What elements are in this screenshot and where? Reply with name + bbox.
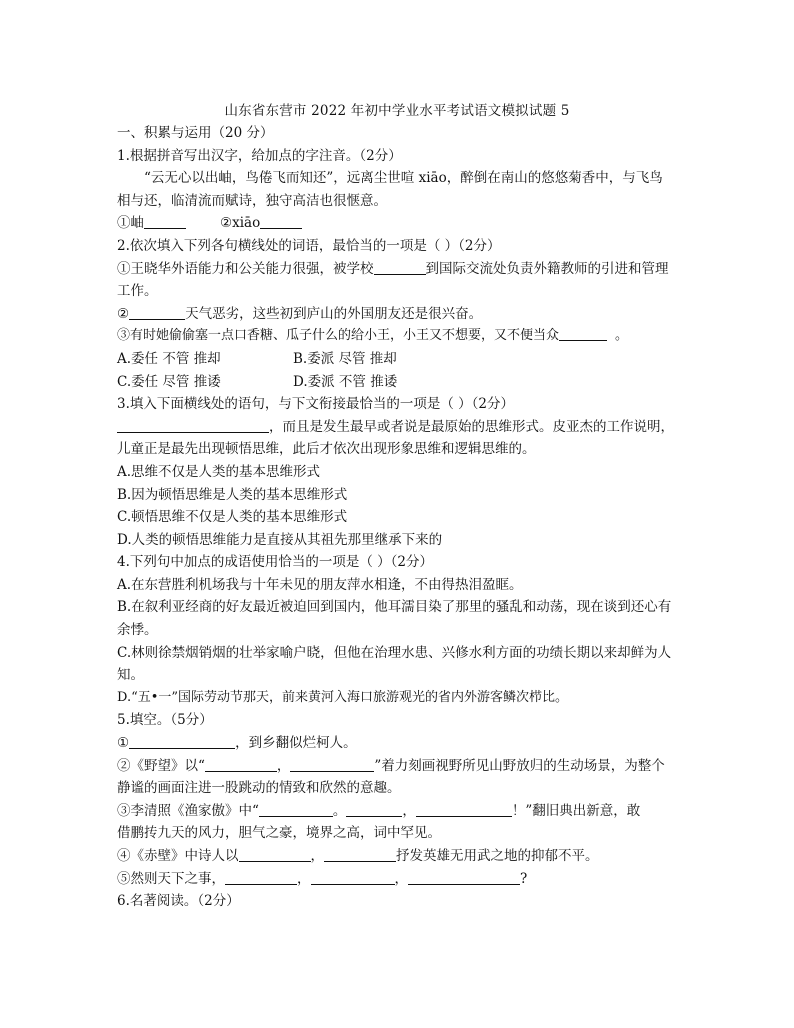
q2-option-a[interactable]: A.委任 不管 推却 (117, 350, 221, 367)
q2-sentence-1-cont: 工作。 (117, 283, 158, 300)
question-1-items (117, 212, 681, 235)
q4-option-a[interactable]: A.在东营胜利机场我与十年未见的朋友萍水相逢，不由得热泪盈眶。 (117, 576, 523, 593)
q5-i3-text-d: ！”翻旧典出新意，敢 (511, 802, 641, 819)
q2-s2-blank[interactable] (129, 305, 185, 320)
q5-i2-blank-2[interactable] (290, 757, 374, 772)
q5-i4-text-a: ④《赤壁》中诗人以 (117, 848, 239, 864)
q5-i4-blank-2[interactable] (324, 847, 396, 862)
question-1-stem: 1.根据拼音写出汉字，给加点的字注音。（2分） (117, 147, 402, 164)
q5-i5-blank-3[interactable] (408, 870, 520, 885)
q2-s1-text-a: ①王晓华外语能力和公关能力很强，被学校 (117, 260, 374, 277)
q5-i4-blank-1[interactable] (239, 847, 311, 862)
q5-i2-blank-1[interactable] (205, 757, 277, 772)
q3-option-d[interactable]: D.人类的顿悟思维能力是直接从其祖先那里继承下来的 (117, 531, 443, 548)
q2-sentence-1 (117, 258, 681, 281)
section-heading: 一、积累与运用（20 分） (117, 125, 274, 141)
q1-item-2-blank[interactable] (260, 214, 302, 229)
q5-i3-blank-2[interactable] (346, 802, 402, 817)
q5-i3-text-b: 。 (332, 802, 347, 819)
q3-option-c[interactable]: C.顿悟思维不仅是人类的基本思维形式 (117, 509, 348, 526)
q2-option-d[interactable]: D.委派 不管 推诿 (293, 373, 398, 390)
q1-item-1-blank[interactable] (144, 214, 186, 229)
q5-item-3-cont: 借鹏抟九天的风力，胆气之豪，境界之高，词中罕见。 (117, 825, 441, 842)
q2-s3-text-b: 。 (615, 328, 629, 344)
q2-sentence-2 (117, 303, 681, 326)
q3-option-b[interactable]: B.因为顿悟思维是人类的基本思维形式 (117, 486, 348, 503)
q5-i1-blank[interactable] (129, 734, 235, 749)
q2-s1-text-b: 到国际交流处负责外籍教师的引进和管理 (425, 260, 669, 277)
q2-s1-blank[interactable] (374, 260, 426, 275)
q2-s2-text-b: 天气恶劣，这些初到庐山的外国朋友还是很兴奋。 (185, 305, 483, 322)
q4-option-d[interactable]: D.“五•一”国际劳动节那天，前来黄河入海口旅游观光的省内外游客鳞次栉比。 (117, 689, 569, 705)
q2-s2-text-a: ② (117, 305, 130, 322)
q4-option-b-line-1[interactable]: B.在叙利亚经商的好友最近被迫回到国内，他耳濡目染了那里的骚乱和动荡，现在谈到还心有 (117, 599, 672, 616)
q2-s3-blank[interactable] (559, 326, 607, 341)
q2-s3-text-a: ③有时她偷偷塞一点口香糖、瓜子什么的给小王，小王又不想要，又不便当众 (117, 328, 560, 344)
q5-i4-text-c: 抒发英雄无用武之地的抑郁不平。 (396, 848, 599, 864)
q4-option-c-line-2: 知。 (117, 667, 144, 684)
q5-i5-text-c: ， (394, 870, 408, 887)
q1-item-1-label: ①岫 (117, 215, 144, 232)
q5-i5-text-b: ， (297, 870, 311, 887)
q5-item-4 (117, 845, 681, 868)
q5-i4-text-b: ， (310, 848, 324, 864)
q2-options-row-2 (117, 371, 681, 394)
question-5-stem: 5.填空。（5分） (117, 712, 213, 729)
q5-i2-text-b: ， (276, 757, 291, 774)
q5-item-5 (117, 868, 681, 891)
q5-item-2-cont: 静谧的画面注进一股跳动的情致和欣然的意趣。 (117, 780, 401, 797)
q5-i3-text-a: ③李清照《渔家傲》中“ (117, 802, 259, 819)
question-2-stem: 2.依次填入下列各句横线处的词语，最恰当的一项是（ ）（2分） (117, 237, 501, 254)
q2-sentence-3 (117, 325, 681, 348)
q5-i5-text-d: ? (520, 870, 528, 887)
q5-i1-label: ① (117, 735, 130, 752)
exam-content (117, 122, 681, 913)
q5-i5-text-a: ⑤然则天下之事， (117, 870, 225, 887)
q5-i1-text: ，到乡翻似烂柯人。 (235, 735, 357, 752)
q5-i3-blank-3[interactable] (416, 802, 512, 817)
q4-option-c-line-1[interactable]: C.林则徐禁烟销烟的壮举家喻户晓，但他在治理水患、兴修水利方面的功绩长期以来却鲜为人 (117, 644, 672, 661)
q3-option-a[interactable]: A.思维不仅是人类的基本思维形式 (117, 463, 321, 480)
q3-blank[interactable] (117, 418, 269, 433)
q5-i3-text-c: ， (402, 802, 416, 819)
question-4-stem: 4.下列句中加点的成语使用恰当的一项是（ ）（2分） (117, 554, 434, 571)
q5-item-2 (117, 755, 681, 778)
q5-i3-blank-1[interactable] (259, 802, 333, 817)
q5-i2-text-a: ②《野望》以“ (117, 757, 205, 774)
q1-item-2-label: ②xiāo (220, 215, 261, 232)
question-1-passage-line-2: 相与还，临清流而赋诗，独守高洁也很惬意。 (117, 192, 387, 209)
exam-title: 山东省东营市 2022 年初中学业水平考试语文模拟试题 5 (224, 103, 570, 119)
q3-line-1-text: ，而且是发生最早或者说是最原始的思维形式。皮亚杰的工作说明， (269, 418, 674, 435)
question-6-stem: 6.名著阅读。（2分） (117, 893, 240, 910)
q5-i2-text-c: ”着力刻画视野所见山野放归的生动场景，为整个 (374, 757, 665, 774)
q2-options-row-1 (117, 348, 681, 371)
q5-i5-blank-1[interactable] (225, 870, 297, 885)
question-3-stem: 3.填入下面横线处的语句，与下文衔接最恰当的一项是（ ）（2分） (117, 396, 515, 413)
q5-item-3 (117, 800, 681, 823)
q3-line-2: 儿童正是最先出现顿悟思维，此后才依次出现形象思维和逻辑思维的。 (117, 441, 536, 458)
q5-item-1 (117, 732, 681, 755)
question-1-passage-line-1: “云无心以出岫，鸟倦飞而知还”，远离尘世喧 xiāo，醉倒在南山的悠悠菊香中，与飞鸟 (144, 170, 663, 187)
q3-line-1 (117, 416, 681, 439)
q2-option-b[interactable]: B.委派 尽管 推却 (293, 350, 397, 367)
q5-i5-blank-2[interactable] (311, 870, 395, 885)
q4-option-b-line-2: 余悸。 (117, 622, 158, 639)
q2-option-c[interactable]: C.委任 尽管 推诿 (117, 373, 221, 390)
